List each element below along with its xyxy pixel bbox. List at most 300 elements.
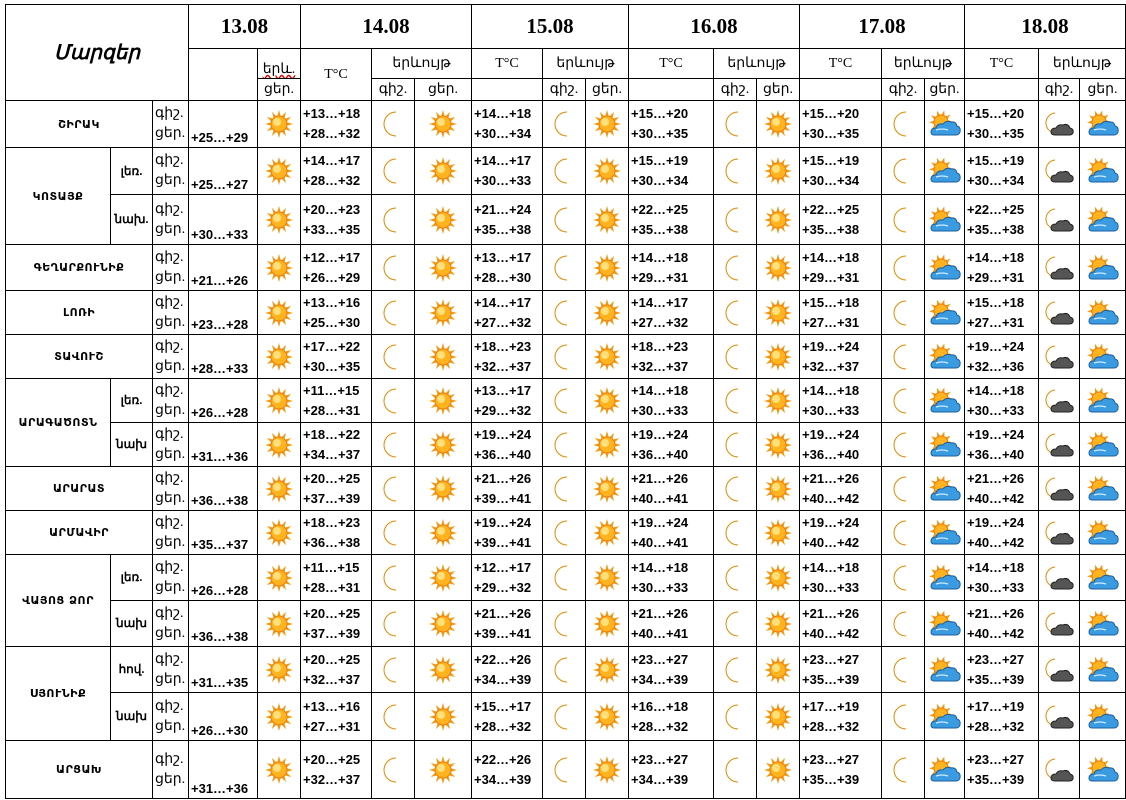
- weather-icon-cell: [543, 101, 586, 148]
- sun-icon: [586, 609, 628, 639]
- day-temp-range: +34…+39: [631, 771, 689, 787]
- day-temp-range: +30…+33: [802, 579, 860, 595]
- first-day-temp-range: +31…+36: [189, 741, 258, 799]
- table-row: [6, 555, 1126, 601]
- temp-range-cell: [965, 741, 1039, 799]
- temp-range-cell: [472, 148, 543, 195]
- night-label: գիշ.: [155, 470, 184, 486]
- date-header-18-08: 18.08: [965, 5, 1126, 49]
- weather-icon-cell: [925, 291, 965, 335]
- weather-icon-cell: [372, 601, 415, 647]
- day-temp-range: +32…+36: [967, 358, 1025, 374]
- time-of-day-label: [153, 291, 189, 335]
- weather-icon-cell: [543, 291, 586, 335]
- weather-icon-cell: [258, 291, 301, 335]
- first-day-temp-range: +21…+26: [189, 245, 258, 291]
- sun-cloud-icon: [1080, 342, 1125, 372]
- moon-icon: [882, 609, 924, 639]
- night-temp-range: +14…+18: [631, 559, 689, 575]
- moon-icon: [882, 518, 924, 548]
- moon-icon: [882, 342, 924, 372]
- weather-icon-cell: [714, 741, 757, 799]
- weather-icon-cell: [543, 335, 586, 379]
- weather-icon-cell: [258, 741, 301, 799]
- weather-icon-cell: [372, 647, 415, 693]
- first-day-phenomena-header: երև.: [258, 49, 301, 79]
- sun-cloud-icon: [925, 474, 964, 504]
- first-day-temp-range: +31…+35: [189, 647, 258, 693]
- table-row: [6, 511, 1126, 555]
- subregion-name: նախ: [111, 423, 153, 467]
- sun-cloud-icon: [925, 655, 964, 685]
- moon-icon: [882, 474, 924, 504]
- sun-icon: [415, 205, 471, 235]
- weather-icon-cell: [1039, 195, 1080, 245]
- moon-icon: [543, 655, 585, 685]
- day-label: ցեր.: [155, 446, 186, 462]
- night-temp-range: +18…+23: [631, 338, 689, 354]
- sun-icon: [586, 702, 628, 732]
- night-temp-range: +18…+23: [303, 514, 361, 530]
- moon-icon: [543, 342, 585, 372]
- night-header-17-08: գիշ.: [882, 79, 925, 101]
- temp-range-cell: [301, 195, 372, 245]
- weather-icon-cell: [415, 335, 472, 379]
- moon-icon: [882, 702, 924, 732]
- sun-icon: [415, 156, 471, 186]
- temp-range-cell: [301, 693, 372, 741]
- moon-icon: [882, 386, 924, 416]
- day-label: ցեր.: [155, 126, 186, 141]
- weather-icon-cell: [1039, 601, 1080, 647]
- sun-icon: [586, 253, 628, 283]
- moon-icon: [372, 518, 414, 548]
- moon-icon: [372, 342, 414, 372]
- temp-range-cell: [472, 741, 543, 799]
- weather-icon-cell: [1039, 647, 1080, 693]
- weather-icon-cell: [882, 601, 925, 647]
- temp-range-cell: [301, 245, 372, 291]
- weather-icon-cell: [757, 101, 800, 148]
- moon-icon: [372, 609, 414, 639]
- moon-icon: [543, 518, 585, 548]
- sun-icon: [415, 386, 471, 416]
- weather-icon-cell: [372, 379, 415, 423]
- moon-icon: [882, 156, 924, 186]
- day-label: ցեր.: [155, 402, 186, 418]
- weather-icon-cell: [757, 741, 800, 799]
- temp-range-cell: [965, 195, 1039, 245]
- sun-icon: [757, 342, 799, 372]
- weather-icon-cell: [757, 423, 800, 467]
- night-temp-range: +15…+20: [967, 106, 1025, 121]
- weather-icon-cell: [1080, 101, 1126, 148]
- sun-cloud-icon: [925, 253, 964, 283]
- day-label: ցեր.: [155, 269, 186, 285]
- weather-icon-cell: [586, 601, 629, 647]
- day-label: ցեր.: [155, 534, 186, 550]
- region-name: ՎԱՅՈՑ ՁՈՐ: [6, 555, 111, 647]
- moon-icon: [714, 563, 756, 593]
- subregion-name: լեռ.: [111, 379, 153, 423]
- sun-cloud-icon: [1080, 563, 1125, 593]
- weather-icon-cell: [586, 511, 629, 555]
- temp-range-cell: [629, 379, 714, 423]
- weather-icon-cell: [925, 693, 965, 741]
- weather-icon-cell: [714, 379, 757, 423]
- day-temp-range: +26…+29: [303, 269, 361, 285]
- day-label: ցեր.: [155, 173, 186, 188]
- weather-icon-cell: [882, 101, 925, 148]
- sun-cloud-icon: [1080, 205, 1125, 235]
- moon-cloud-icon: [1039, 609, 1079, 639]
- region-name: ՍՅՈՒՆԻՔ: [6, 647, 111, 741]
- moon-icon: [714, 342, 756, 372]
- weather-icon-cell: [415, 647, 472, 693]
- temp-header-18-08: T°C: [965, 49, 1039, 79]
- day-temp-range: +39…+41: [474, 490, 532, 506]
- weather-icon-cell: [1080, 148, 1126, 195]
- sun-icon: [415, 253, 471, 283]
- temp-range-cell: [629, 511, 714, 555]
- weather-icon-cell: [586, 647, 629, 693]
- temp-range-cell: [629, 601, 714, 647]
- day-temp-range: +28…+32: [631, 718, 689, 734]
- temp-range-cell: [301, 741, 372, 799]
- temp-range-cell: [301, 379, 372, 423]
- weather-icon-cell: [586, 101, 629, 148]
- temp-range-cell: [629, 693, 714, 741]
- weather-icon-cell: [1039, 467, 1080, 511]
- moon-icon: [543, 474, 585, 504]
- night-temp-range: +15…+18: [802, 294, 860, 310]
- night-temp-range: +14…+17: [474, 153, 532, 168]
- moon-icon: [543, 156, 585, 186]
- temp-range-cell: [301, 511, 372, 555]
- weather-icon-cell: [925, 467, 965, 511]
- night-temp-range: +14…+17: [474, 294, 532, 310]
- weather-icon-cell: [586, 555, 629, 601]
- day-temp-range: +35…+39: [967, 671, 1025, 687]
- day-temp-range: +28…+32: [967, 718, 1025, 734]
- date-header-16-08: 16.08: [629, 5, 800, 49]
- sun-cloud-icon: [1080, 386, 1125, 416]
- day-temp-range: +35…+38: [631, 221, 689, 237]
- region-name: ՇԻՐԱԿ: [6, 101, 153, 148]
- day-temp-range: +40…+42: [802, 625, 860, 641]
- weather-icon-cell: [757, 245, 800, 291]
- weather-icon-cell: [372, 467, 415, 511]
- weather-icon-cell: [543, 423, 586, 467]
- sun-icon: [415, 755, 471, 785]
- date-header-17-08: 17.08: [800, 5, 965, 49]
- night-temp-range: +18…+23: [474, 338, 532, 354]
- weather-icon-cell: [1080, 423, 1126, 467]
- moon-cloud-icon: [1039, 563, 1079, 593]
- moon-icon: [882, 253, 924, 283]
- weather-icon-cell: [415, 693, 472, 741]
- day-temp-range: +36…+38: [303, 534, 361, 550]
- day-temp-range: +29…+32: [474, 402, 532, 418]
- weather-icon-cell: [882, 555, 925, 601]
- weather-icon-cell: [258, 423, 301, 467]
- temp-range-cell: [965, 511, 1039, 555]
- day-temp-range: +29…+31: [802, 269, 860, 285]
- night-temp-range: +14…+18: [631, 382, 689, 398]
- night-temp-range: +11…+15: [303, 559, 360, 575]
- time-of-day-label: [153, 511, 189, 555]
- moon-cloud-icon: [1039, 298, 1079, 328]
- temp-range-cell: [301, 555, 372, 601]
- day-temp-range: +36…+40: [802, 446, 860, 462]
- temp-range-cell: [629, 245, 714, 291]
- moon-icon: [714, 518, 756, 548]
- weather-icon-cell: [372, 148, 415, 195]
- weather-icon-cell: [543, 195, 586, 245]
- sun-icon: [415, 298, 471, 328]
- day-temp-range: +30…+34: [631, 173, 689, 188]
- night-header-14-08: գիշ.: [372, 79, 415, 101]
- weather-icon-cell: [882, 741, 925, 799]
- sun-cloud-icon: [925, 342, 964, 372]
- weather-icon-cell: [757, 467, 800, 511]
- day-temp-range: +40…+41: [631, 490, 689, 506]
- weather-icon-cell: [415, 148, 472, 195]
- day-temp-range: +30…+35: [303, 358, 361, 374]
- table-row: [6, 647, 1126, 693]
- moon-icon: [543, 755, 585, 785]
- night-temp-range: +22…+25: [802, 201, 860, 217]
- weather-icon-cell: [714, 601, 757, 647]
- weather-icon-cell: [543, 601, 586, 647]
- night-temp-range: +21…+26: [631, 605, 689, 621]
- sun-cloud-icon: [925, 609, 964, 639]
- date-header-14-08: 14.08: [301, 5, 472, 49]
- moon-icon: [372, 474, 414, 504]
- sun-icon: [757, 474, 799, 504]
- region-name: ԱՐՑԱԽ: [6, 741, 153, 799]
- night-header-16-08: գիշ.: [714, 79, 757, 101]
- table-row: [6, 148, 1126, 195]
- moon-icon: [714, 156, 756, 186]
- day-temp-range: +27…+31: [303, 718, 361, 734]
- temp-range-cell: [629, 195, 714, 245]
- weather-icon-cell: [586, 245, 629, 291]
- sun-icon: [258, 205, 300, 235]
- weather-icon-cell: [372, 291, 415, 335]
- moon-icon: [882, 755, 924, 785]
- moon-icon: [882, 655, 924, 685]
- day-temp-range: +34…+39: [474, 671, 532, 687]
- weather-icon-cell: [1039, 741, 1080, 799]
- weather-icon-cell: [1080, 601, 1126, 647]
- night-label: գիշ.: [155, 294, 184, 310]
- night-temp-range: +15…+20: [802, 106, 860, 121]
- first-day-temp-range: +31…+36: [189, 423, 258, 467]
- weather-icon-cell: [714, 423, 757, 467]
- temp-range-cell: [965, 148, 1039, 195]
- weather-icon-cell: [543, 511, 586, 555]
- moon-icon: [714, 655, 756, 685]
- weather-icon-cell: [714, 467, 757, 511]
- weather-icon-cell: [1039, 291, 1080, 335]
- weather-icon-cell: [714, 647, 757, 693]
- weather-icon-cell: [1039, 245, 1080, 291]
- day-label: ցեր.: [155, 314, 186, 330]
- weather-icon-cell: [258, 245, 301, 291]
- night-label: գիշ.: [155, 605, 184, 621]
- weather-icon-cell: [882, 245, 925, 291]
- weather-icon-cell: [372, 555, 415, 601]
- temp-range-cell: [472, 245, 543, 291]
- weather-icon-cell: [1080, 245, 1126, 291]
- moon-icon: [714, 474, 756, 504]
- sun-cloud-icon: [925, 430, 964, 460]
- night-temp-range: +14…+18: [802, 559, 860, 575]
- moon-cloud-icon: [1039, 342, 1079, 372]
- weather-icon-cell: [925, 379, 965, 423]
- date-header-13-08: 13.08: [189, 5, 301, 49]
- sun-icon: [258, 518, 300, 548]
- weather-icon-cell: [714, 101, 757, 148]
- night-temp-range: +23…+27: [631, 751, 689, 767]
- day-temp-range: +40…+42: [802, 490, 860, 506]
- sun-cloud-icon: [1080, 518, 1125, 548]
- weather-icon-cell: [1080, 693, 1126, 741]
- weather-icon-cell: [925, 245, 965, 291]
- weather-icon-cell: [258, 647, 301, 693]
- moon-icon: [714, 609, 756, 639]
- weather-icon-cell: [925, 195, 965, 245]
- weather-icon-cell: [586, 335, 629, 379]
- weather-icon-cell: [543, 467, 586, 511]
- temp-header-14-08: T°C: [301, 49, 372, 101]
- sun-icon: [258, 655, 300, 685]
- region-name: ԱՐԱՐԱՏ: [6, 467, 153, 511]
- sun-icon: [757, 702, 799, 732]
- time-of-day-label: [153, 245, 189, 291]
- temp-range-cell: [629, 148, 714, 195]
- night-temp-range: +17…+19: [967, 698, 1025, 714]
- temp-range-cell: [301, 467, 372, 511]
- sun-icon: [586, 755, 628, 785]
- weather-icon-cell: [372, 423, 415, 467]
- day-label: ցեր.: [155, 358, 186, 374]
- sun-icon: [586, 205, 628, 235]
- weather-icon-cell: [1080, 335, 1126, 379]
- night-temp-range: +19…+24: [474, 426, 532, 442]
- temp-range-cell: [472, 423, 543, 467]
- weather-icon-cell: [925, 335, 965, 379]
- night-temp-range: +13…+17: [474, 249, 532, 265]
- time-of-day-label: [153, 467, 189, 511]
- night-temp-range: +13…+17: [474, 382, 532, 398]
- night-temp-range: +19…+24: [631, 514, 689, 530]
- night-temp-range: +16…+18: [631, 698, 689, 714]
- day-temp-range: +34…+39: [474, 771, 532, 787]
- temp-range-cell: [965, 647, 1039, 693]
- moon-icon: [714, 386, 756, 416]
- phenomena-header-14-08: երևույթ: [372, 49, 472, 79]
- weather-icon-cell: [586, 693, 629, 741]
- sun-icon: [586, 386, 628, 416]
- weather-icon-cell: [586, 423, 629, 467]
- table-row: [6, 601, 1126, 647]
- day-temp-range: +30…+33: [967, 402, 1025, 418]
- time-of-day-label: [153, 555, 189, 601]
- day-temp-range: +30…+34: [967, 173, 1025, 188]
- first-day-temp-range: +36…+38: [189, 601, 258, 647]
- moon-cloud-icon: [1039, 474, 1079, 504]
- first-day-temp-range: +26…+28: [189, 555, 258, 601]
- weather-icon-cell: [1080, 741, 1126, 799]
- weather-icon-cell: [1039, 148, 1080, 195]
- day-temp-range: +28…+32: [303, 173, 361, 188]
- temp-range-cell: [965, 291, 1039, 335]
- sun-cloud-icon: [1080, 609, 1125, 639]
- moon-icon: [372, 109, 414, 139]
- night-temp-range: +20…+25: [303, 605, 361, 621]
- moon-icon: [372, 386, 414, 416]
- night-temp-range: +21…+26: [474, 605, 532, 621]
- sun-icon: [586, 563, 628, 593]
- sun-icon: [586, 655, 628, 685]
- first-day-day-header: ցեր.: [258, 79, 301, 101]
- table-row: [6, 335, 1126, 379]
- weather-icon-cell: [757, 555, 800, 601]
- day-temp-range: +36…+40: [474, 446, 532, 462]
- night-temp-range: +21…+26: [967, 470, 1025, 486]
- moon-icon: [882, 563, 924, 593]
- weather-icon-cell: [372, 195, 415, 245]
- day-temp-range: +28…+32: [802, 718, 860, 734]
- weather-icon-cell: [882, 511, 925, 555]
- night-temp-range: +20…+23: [303, 201, 361, 217]
- temp-range-cell: [800, 555, 882, 601]
- weather-icon-cell: [372, 245, 415, 291]
- weather-icon-cell: [925, 647, 965, 693]
- temp-range-cell: [301, 601, 372, 647]
- weather-icon-cell: [882, 467, 925, 511]
- table-row: [6, 101, 1126, 148]
- night-temp-range: +23…+27: [802, 751, 860, 767]
- weather-icon-cell: [372, 511, 415, 555]
- day-temp-range: +30…+35: [631, 126, 689, 141]
- temp-range-cell: [301, 101, 372, 148]
- day-temp-range: +30…+33: [802, 402, 860, 418]
- moon-icon: [543, 702, 585, 732]
- first-day-temp-range: +25…+29: [189, 101, 258, 148]
- sun-cloud-icon: [1080, 156, 1125, 186]
- temp-range-cell: [629, 467, 714, 511]
- region-name: ԳԵՂԱՐՔՈՒՆԻՔ: [6, 245, 153, 291]
- day-temp-range: +32…+37: [303, 771, 361, 787]
- weather-icon-cell: [925, 423, 965, 467]
- night-temp-range: +14…+18: [967, 382, 1025, 398]
- temp-range-cell: [965, 379, 1039, 423]
- temp-range-cell: [800, 693, 882, 741]
- night-temp-range: +13…+16: [303, 698, 361, 714]
- weather-icon-cell: [1039, 101, 1080, 148]
- temp-range-cell: [301, 291, 372, 335]
- time-of-day-label: [153, 601, 189, 647]
- sun-icon: [586, 518, 628, 548]
- subregion-name: հով.: [111, 647, 153, 693]
- temp-range-cell: [472, 511, 543, 555]
- weather-icon-cell: [757, 601, 800, 647]
- night-temp-range: +15…+19: [967, 153, 1025, 168]
- night-temp-range: +14…+18: [631, 249, 689, 265]
